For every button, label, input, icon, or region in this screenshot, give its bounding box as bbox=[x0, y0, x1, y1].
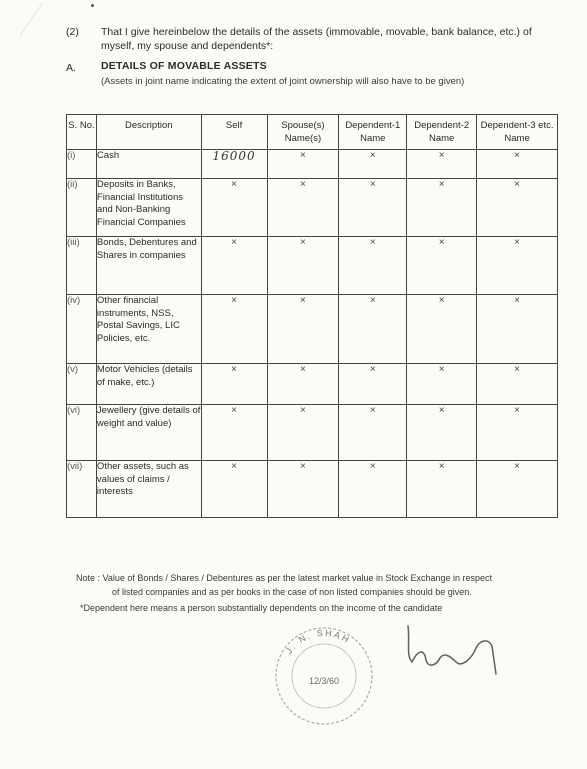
row-sno: (i) bbox=[67, 150, 97, 179]
table-row bbox=[67, 237, 558, 295]
handwritten-cash-value: 16000 bbox=[201, 150, 267, 179]
cross-mark: × bbox=[339, 364, 407, 405]
section-title: DETAILS OF MOVABLE ASSETS bbox=[101, 60, 267, 72]
cross-mark: × bbox=[201, 461, 267, 518]
note-line-2: of listed companies and as per books in the case of non listed companies should be given. bbox=[112, 587, 472, 597]
header-dependent-2: Dependent-2 Name bbox=[407, 115, 477, 150]
note-line-1: Note : Value of Bonds / Shares / Debentures as per the latest market value in Stock Exchange in respect bbox=[76, 573, 493, 583]
movable-assets-table bbox=[66, 114, 558, 518]
cross-mark: × bbox=[407, 295, 477, 364]
row-sno: (ii) bbox=[67, 179, 97, 237]
scan-dot bbox=[91, 4, 94, 7]
cross-mark: × bbox=[407, 405, 477, 461]
table-row bbox=[67, 405, 558, 461]
cross-mark: × bbox=[407, 237, 477, 295]
item-number: (2) bbox=[66, 26, 79, 38]
row-description: Deposits in Banks, Financial Institutions and Non-Banking Financial Companies bbox=[96, 179, 201, 237]
cross-mark: × bbox=[407, 461, 477, 518]
dependent-footnote: *Dependent here means a person substantially dependents on the income of the candidate bbox=[80, 603, 443, 613]
table-row bbox=[67, 295, 558, 364]
cross-mark: × bbox=[267, 179, 339, 237]
row-sno: (vi) bbox=[67, 405, 97, 461]
table-row bbox=[67, 179, 558, 237]
header-sno: S. No. bbox=[67, 115, 97, 150]
row-description: Jewellery (give details of weight and value) bbox=[96, 405, 201, 461]
stamp-name-text: J. N. SHAH bbox=[283, 627, 353, 656]
intro-text: That I give hereinbelow the details of the assets (immovable, movable, bank balance, etc.) of myself, my spouse and dependents*: bbox=[101, 26, 532, 52]
official-stamp bbox=[262, 620, 392, 730]
cross-mark: × bbox=[339, 179, 407, 237]
cross-mark: × bbox=[477, 237, 558, 295]
cross-mark: × bbox=[339, 405, 407, 461]
cross-mark: × bbox=[339, 461, 407, 518]
row-description: Other assets, such as values of claims / interests bbox=[96, 461, 201, 518]
row-description: Motor Vehicles (details of make, etc.) bbox=[96, 364, 201, 405]
cross-mark: × bbox=[407, 150, 477, 179]
row-sno: (vii) bbox=[67, 461, 97, 518]
cross-mark: × bbox=[201, 237, 267, 295]
cross-mark: × bbox=[477, 461, 558, 518]
cross-mark: × bbox=[267, 295, 339, 364]
header-self: Self bbox=[201, 115, 267, 150]
cross-mark: × bbox=[201, 405, 267, 461]
section-letter: A. bbox=[66, 62, 76, 74]
scan-mark bbox=[19, 3, 67, 54]
stamp-date-text: 12/3/60 bbox=[309, 676, 340, 686]
valuation-note bbox=[76, 571, 576, 599]
row-sno: (v) bbox=[67, 364, 97, 405]
header-spouse: Spouse(s) Name(s) bbox=[267, 115, 339, 150]
cross-mark: × bbox=[407, 364, 477, 405]
row-sno: (iv) bbox=[67, 295, 97, 364]
cross-mark: × bbox=[267, 364, 339, 405]
cross-mark: × bbox=[201, 179, 267, 237]
table-row bbox=[67, 364, 558, 405]
cross-mark: × bbox=[477, 405, 558, 461]
handwritten-signature bbox=[396, 612, 516, 682]
row-description: Bonds, Debentures and Shares in companies bbox=[96, 237, 201, 295]
table-row bbox=[67, 150, 558, 179]
cross-mark: × bbox=[339, 237, 407, 295]
cross-mark: × bbox=[267, 237, 339, 295]
cross-mark: × bbox=[267, 150, 339, 179]
cross-mark: × bbox=[407, 179, 477, 237]
cross-mark: × bbox=[477, 179, 558, 237]
cross-mark: × bbox=[201, 295, 267, 364]
table-header-row bbox=[67, 115, 558, 150]
header-dependent-1: Dependent-1 Name bbox=[339, 115, 407, 150]
table-row bbox=[67, 461, 558, 518]
row-description: Other financial instruments, NSS, Postal Savings, LIC Policies, etc. bbox=[96, 295, 201, 364]
cross-mark: × bbox=[267, 405, 339, 461]
cross-mark: × bbox=[339, 295, 407, 364]
cross-mark: × bbox=[267, 461, 339, 518]
row-description: Cash bbox=[96, 150, 201, 179]
section-subtitle: (Assets in joint name indicating the extent of joint ownership will also have to be given) bbox=[101, 76, 465, 87]
cross-mark: × bbox=[477, 364, 558, 405]
row-sno: (iii) bbox=[67, 237, 97, 295]
header-dependent-3: Dependent-3 etc. Name bbox=[477, 115, 558, 150]
header-description: Description bbox=[96, 115, 201, 150]
cross-mark: × bbox=[477, 150, 558, 179]
cross-mark: × bbox=[339, 150, 407, 179]
cross-mark: × bbox=[201, 364, 267, 405]
cross-mark: × bbox=[477, 295, 558, 364]
